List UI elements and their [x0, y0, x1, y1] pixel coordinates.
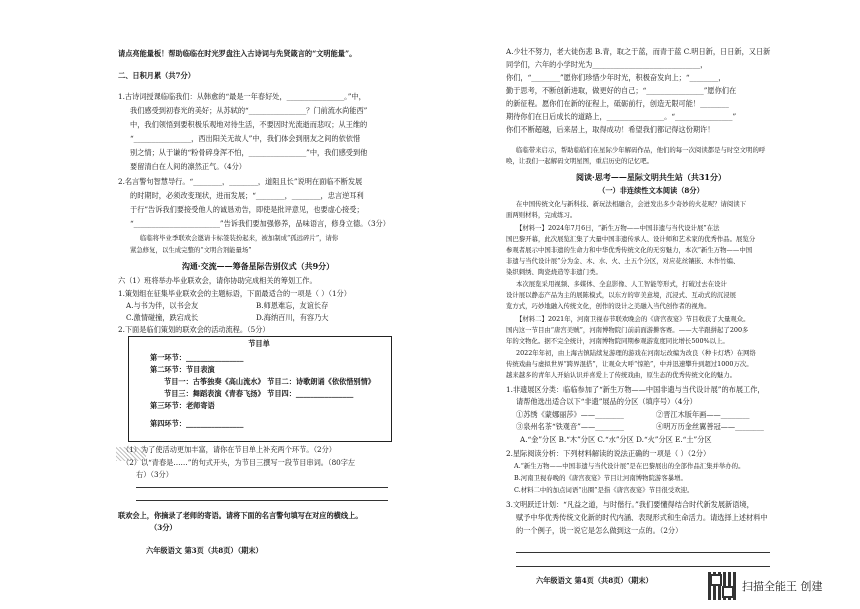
option-c: C.激情碰撞，跌宕成长 — [126, 313, 199, 322]
question-line: 期待你们在日后成长的道路上，________________。“________________” — [506, 112, 737, 121]
passage-line: 染织刺绣、陶瓷烧造等非遗门类。 — [506, 268, 602, 276]
question-line: 2.名言警句智慧导行。“________，________，道阻且长”说明在面临不断发展 — [118, 177, 363, 186]
ink-smudge — [116, 447, 146, 461]
passage-line: 非遗与当代设计展”分为金、木、水、火、土五个分区，对应花丝镶嵌、木作竹编、 — [506, 257, 740, 265]
question-line: 2.下面是临们策划的联欢会的活动流程。（5分） — [118, 325, 270, 334]
passage-line: 【材料二】2021年，河南卫视春节联欢晚会的《唐宫夜宴》节目收获了大量观众。 — [516, 315, 750, 323]
answer-option: ②晋江木版年画——________ — [656, 410, 750, 419]
answer-option: ①苏绣《蒙娜丽莎》——________ — [516, 410, 624, 419]
option-d: D.海纳百川，有容乃大 — [256, 313, 329, 322]
question-line: 于行”告诉我们要接受他人的诚恳劝告，即使是批评意见，也要虚心接受； — [130, 205, 364, 214]
question-line: 2.星际阅读分析：下列材料解读的说法正确的一项是（ ）（2分） — [506, 449, 711, 458]
option-a: A.与书为伴，以书会友 — [126, 301, 199, 310]
intro-text: 请点亮能量板！帮助临临在时光罗盘注入古诗词与先贤箴言的“文明能量”。 — [118, 49, 357, 58]
question-line: 请帮他选出适合以下“非遗”展品的分区（填序号）（4分） — [516, 397, 697, 406]
question-line: 1.非遗展区分类：临临参加了“新生万物——中国非遗与当代设计展”的布展工作， — [506, 385, 765, 394]
question-line: 勤于思考，不断创新进取，做更好的自己；“________________”愿你们在 — [506, 86, 737, 95]
answer-line[interactable] — [516, 566, 770, 567]
passage-line: 览方式，巧妙地融入传统文化，创作的设计之美融入当代创作者的视角。 — [506, 302, 711, 310]
option-c: C.材料二中的加点词语“出圈”是指《唐宫夜宴》节目很受欢迎。 — [514, 486, 694, 494]
question-line: 的时期时，必须改变现状，进而发展；“________，________，忠言逆耳利 — [130, 191, 364, 200]
section-title: 阅读·思考——星际文明共生站（共31分） — [576, 172, 726, 182]
qr-code-icon — [708, 572, 736, 600]
right-page — [430, 0, 860, 609]
option-a: A.“新生万物——中国非遗与当代设计展”是在巴黎展出的全部作品汇集并举办的。 — [514, 462, 745, 470]
passage-line: 面两则材料，完成练习。 — [506, 211, 577, 219]
prompt-text: 紧急修复，以生成完整的“文明合剂能量场” — [130, 246, 252, 254]
question-line: 1.策划组在征集毕业联欢会的主题标语，下面最适合的一项是（ ）（1分） — [118, 289, 351, 298]
question-line: 同学们，六年的小学时光为______________________________， — [506, 60, 708, 69]
question-line: 中，我们领悟到要积极乐观地对待生活，不要因时光流逝而悲叹；从王维的 — [130, 120, 368, 129]
passage-line: 国内这一节目由“唐宫美贼”，河南博物院门前前面游擀客赛。——大半跟拼起了200多 — [506, 326, 749, 334]
question-line: 别之情；从于谦的“粉骨碎身浑不怕，________________”中，我们感受到他 — [130, 148, 368, 157]
question-line: “________________________”告诉我们要加强修养，品味语言，修身立德。（3分） — [130, 219, 390, 228]
question-line: 的一个例子，说一说它是怎么做到这一点的。（2分） — [516, 526, 683, 535]
question-line: （2）以“青春是……”的句式开头，为节目三撰写一段节目串词。（80字左 — [122, 458, 356, 467]
answer-line[interactable] — [516, 552, 770, 553]
question-line: “________________，西出阳关无故人”中，我们体会到朋友之间的依依惜 — [130, 134, 361, 143]
section-title: 沟通·交流——筹备星际告别仪式（共9分） — [181, 261, 335, 271]
prompt-text: 临临带来启示，帮助临临们在星际少年解码作品，他们的每一次阅读都是与时空文明的呼 — [516, 146, 766, 154]
zone-options: A.“金”分区 B.“木”分区 C.“水”分区 D.“火”分区 E.“土”分区 — [520, 435, 712, 444]
passage-line: 国巴黎开幕，此次展览汇集了大量中国非遗传承人、设计师和艺术家的优秀作品。展览分 — [506, 235, 756, 243]
scanner-watermark: 扫描全能王 创建 — [742, 580, 823, 593]
passage-line: 2022年年初，由上海古镇陆续复游理的游戏在河南坛改编为改良（种卡灯塔）在网络 — [516, 349, 756, 357]
answer-option: ③泉州名茶“铁观音”——________ — [516, 422, 624, 431]
passage-line: 本次展览采用视频、多媒体、全息影像、人工智能等形式，打破过去在设计 — [516, 280, 727, 288]
answer-line[interactable] — [136, 487, 388, 488]
question-line: 要留清白在人间的凛然正气。（4分） — [130, 162, 246, 171]
page-footer: 六年级语文 第3页（共8页）（期末） — [146, 546, 263, 555]
question-line: A.少壮不努力，老大徒伤悲 B.青，取之于蓝，而青于蓝 C.明日新，日日新，又日新 — [506, 47, 771, 56]
prompt-text: 临临将毕业季联欢会邀请卡标签装扮起来，被加制成“孤远碎片”，请你 — [140, 234, 339, 242]
question-line: 联欢会上，你摘录了老师的寄语。请将下面的名言警句填写在对应的横线上。 — [118, 511, 363, 520]
passage-line: 参观者展示中国非遗的生命力和中华优秀传统文化的无穷魅力，本次“新生万物——中国 — [506, 246, 753, 254]
page-footer: 六年级语文 第4页（共8页）（期末） — [536, 576, 653, 585]
question-line: 六（1）班将举办毕业联欢会，请你协助完成相关的筹划工作。 — [118, 276, 317, 285]
program-item: 第一环节：________________ — [150, 353, 244, 362]
question-line: 你们不断超越，后来居上，取得成功！希望我们都记得这份期许！ — [506, 125, 715, 134]
passage-line: 年的文物化。据不完全统计，河南博物院同期参观游览度同比增长500%以上。 — [506, 337, 729, 345]
question-line: 1.古诗词授课临临我们：从韩愈的“最是一年春好处，________________。”中， — [118, 92, 366, 101]
program-title: 节目单 — [248, 339, 270, 348]
option-b: B.河南卫视春晚的《唐宫夜宴》节目让河南博物院游客暴增。 — [514, 474, 687, 482]
passage-line: 越来越多的青年人开始认识并喜爱上了传统戏曲，原生态的优秀传统文化的魅力。 — [506, 371, 737, 379]
question-line: （3分） — [150, 523, 177, 532]
question-line: 我们感受到初春光的美好；从苏轼的“________________？门前流水尚能西” — [130, 106, 368, 115]
question-line: 右）（3分） — [136, 470, 173, 479]
answer-line[interactable] — [136, 500, 388, 501]
passage-line: 传统戏曲与虚拟世界“跨界混搭”，让观众大呼“惊艳”，中并迅速攀升到超过1000万次。 — [506, 360, 753, 368]
program-item: 第四环节：________________ — [150, 419, 244, 428]
question-line: 你们，“________”愿你们珍惜少年时光，积极奋发向上；“________， — [506, 73, 726, 82]
program-item: 节目一：古筝独奏《高山流水》 节目二：诗歌朗诵《依依惜别情》 — [164, 377, 375, 386]
answer-option: ④明万历金丝翼善冠——________ — [656, 422, 764, 431]
passage-line: 在中国传统文化与新科技、新玩法相融合，会迸发出多少奇妙的火花呢？请阅读下 — [516, 200, 747, 208]
subsection-title: （一）非连续性文本阅读（8分） — [598, 186, 704, 195]
question-line: 赋予中华优秀传统文化新的时代内涵、表现形式和生命活力。请选择上述材料中 — [516, 513, 768, 522]
section-heading: 二、日积月累（共7分） — [118, 71, 195, 80]
prompt-text: 唤，让我们一起解码文明星图，重启历史的记忆吧。 — [506, 157, 653, 165]
program-item: 节目三：舞蹈表演《青春飞扬》 节目四：________________ — [164, 389, 354, 398]
question-line: （1）为了使活动更加丰富，请你在节目单上补充两个环节。（2分） — [122, 445, 336, 454]
question-line: 的新征程。愿你们在新的征程上，砥砺前行，创造无限可能！________ — [506, 99, 729, 108]
option-b: B.师恩难忘，友谊长存 — [256, 301, 329, 310]
program-item: 第二环节：节目表演 — [150, 365, 215, 374]
question-line: 3.文明跃迁计划：“凡益之道，与时偕行。”我们要懂得结合时代新发展新语境， — [506, 500, 754, 509]
program-item: 第三环节：老师寄语 — [150, 401, 215, 410]
passage-line: 【材料一】2024年7月6日，“新生万物——中国非遗与当代设计展”在法 — [516, 224, 720, 232]
passage-line: 设计展以静态产品为主的展陈模式，以东方的审美意境，沉浸式、互动式的沉浸展 — [506, 291, 737, 299]
